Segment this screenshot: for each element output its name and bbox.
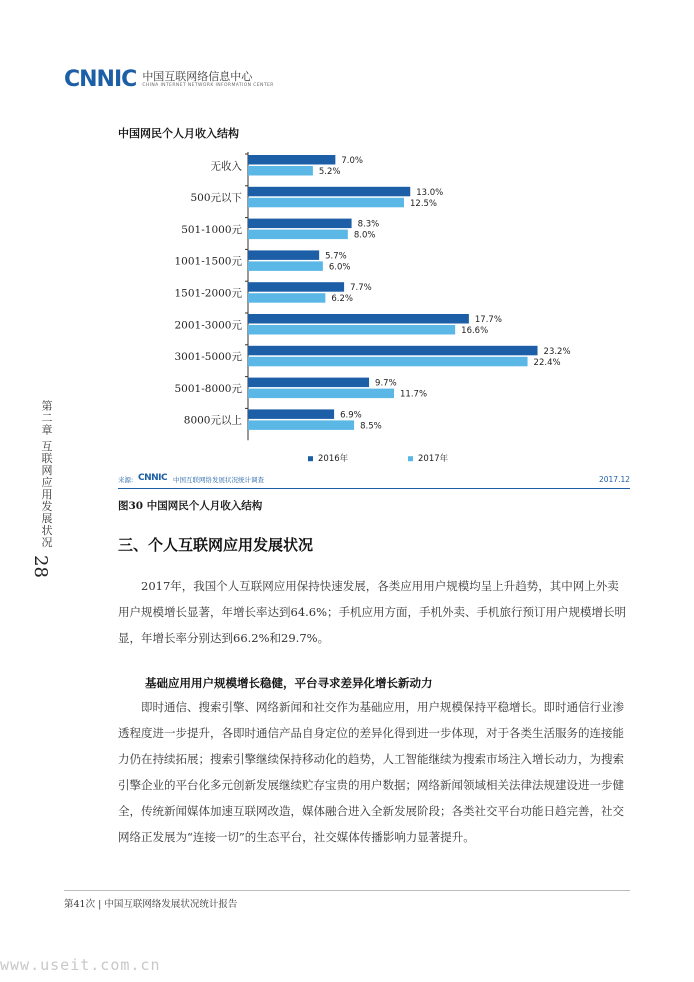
bar-2016 <box>248 282 344 292</box>
body-paragraph: 即时通信、搜索引擎、网络新闻和社交作为基础应用，用户规模保持平稳增长。即时通信行业渗透程度进一步提升，各即时通信产品自身定位的差异化得到进一步体现，对于各类生活服务的连接能力仍在持续拓展；搜索引擎继续保持移动化的趋势，人工智能继续为搜索市场注入增长动力，为搜索引擎企业的平台化多元创新发展继续贮存宝贵的用户数据；网络新闻领域相关法律法规建设进一步健全，传统新闻媒体加速互联网改造，媒体融合进入全新发展阶段；各类社交平台功能日趋完善，社交网络正发展为“连接一切”的生态平台，社交媒体传播影响力显著提升。 <box>118 700 624 844</box>
footer-rule <box>64 890 630 891</box>
bar-2016 <box>248 187 410 197</box>
data-label: 17.7% <box>474 315 502 325</box>
category-label: 2001-3000元 <box>174 319 242 332</box>
data-label: 6.9% <box>340 410 362 421</box>
section-heading: 三、个人互联网应用发展状况 <box>118 536 314 554</box>
legend-swatch <box>308 456 313 461</box>
bar-2017 <box>248 261 323 271</box>
category-label: 无收入 <box>210 160 242 173</box>
data-label: 5.2% <box>318 167 341 177</box>
source-rule <box>118 488 630 489</box>
data-label: 6.2% <box>331 294 353 305</box>
cnnic-header-logo <box>64 67 274 92</box>
category-label: 3001-5000元 <box>174 351 242 364</box>
bar-2017 <box>248 325 455 335</box>
legend-entry: 2016年 <box>318 454 349 465</box>
figure-caption: 图30 中国网民个人月收入结构 <box>118 500 263 512</box>
data-label: 9.7% <box>375 378 397 389</box>
legend-swatch <box>408 456 413 461</box>
source-label: 来源: <box>118 476 134 484</box>
bar-2016 <box>248 378 369 388</box>
category-label: 8000元以上 <box>183 414 242 427</box>
side-chapter-title: 第二章 互联网应用发展状况 <box>40 400 53 549</box>
data-label: 7.0% <box>341 156 363 166</box>
income-bar-chart <box>110 148 610 468</box>
bar-2017 <box>248 166 313 176</box>
data-label: 8.3% <box>357 219 380 230</box>
category-label: 1001-1500元 <box>174 255 242 268</box>
category-label: 500元以下 <box>190 192 242 205</box>
footer-text: 第41次 | 中国互联网络发展状况统计报告 <box>64 899 238 910</box>
org-name-en: CHINA INTERNET NETWORK INFORMATION CENTER <box>142 82 274 88</box>
bar-2016 <box>248 409 334 419</box>
category-label: 1501-2000元 <box>174 287 242 300</box>
bar-2017 <box>248 230 348 240</box>
org-name-cn: 中国互联网络信息中心 <box>142 69 253 83</box>
data-label: 11.7% <box>400 389 428 400</box>
bar-2016 <box>248 346 538 356</box>
data-label: 6.0% <box>328 262 351 273</box>
category-label: 5001-8000元 <box>174 382 242 395</box>
intro-paragraph: 2017年，我国个人互联网应用保持快速发展，各类应用用户规模均呈上升趋势，其中网上外卖用户规模增长显著，年增长率达到64.6%；手机应用方面，手机外卖、手机旅行预订用户规模增长明显，年增长率分别达到66.2%和29.7%。 <box>118 579 627 645</box>
source-cnnic-logo: CNNIC <box>138 473 168 483</box>
bar-2016 <box>248 250 319 260</box>
cnnic-logo-mark: CNNIC <box>64 67 137 92</box>
source-text: 中国互联网络发展状况统计调查 <box>173 476 264 484</box>
source-date: 2017.12 <box>598 475 630 484</box>
data-label: 5.7% <box>325 251 347 262</box>
bar-2017 <box>248 198 404 208</box>
legend-entry: 2017年 <box>418 454 449 465</box>
bar-2017 <box>248 420 354 430</box>
category-label: 501-1000元 <box>181 223 242 236</box>
watermark-url: www.useit.com.cn <box>0 956 161 974</box>
bar-2017 <box>248 389 394 399</box>
bar-2016 <box>248 314 469 324</box>
data-label: 22.4% <box>533 357 561 368</box>
page-number: 28 <box>30 555 51 578</box>
data-label: 7.7% <box>350 283 372 294</box>
data-label: 23.2% <box>543 346 571 357</box>
data-label: 16.6% <box>461 326 489 336</box>
bar-2017 <box>248 293 325 303</box>
bar-2017 <box>248 357 528 367</box>
data-label: 12.5% <box>410 198 438 209</box>
bar-2016 <box>248 219 352 229</box>
data-label: 8.0% <box>353 230 376 241</box>
bar-2016 <box>248 155 335 165</box>
chart-title: 中国网民个人月收入结构 <box>118 127 239 140</box>
sub-heading: 基础应用用户规模增长稳健，平台寻求差异化增长新动力 <box>145 676 433 690</box>
logo-text-block <box>142 71 273 89</box>
data-label: 13.0% <box>416 187 444 198</box>
source-line <box>118 474 630 488</box>
data-label: 8.5% <box>360 421 382 432</box>
